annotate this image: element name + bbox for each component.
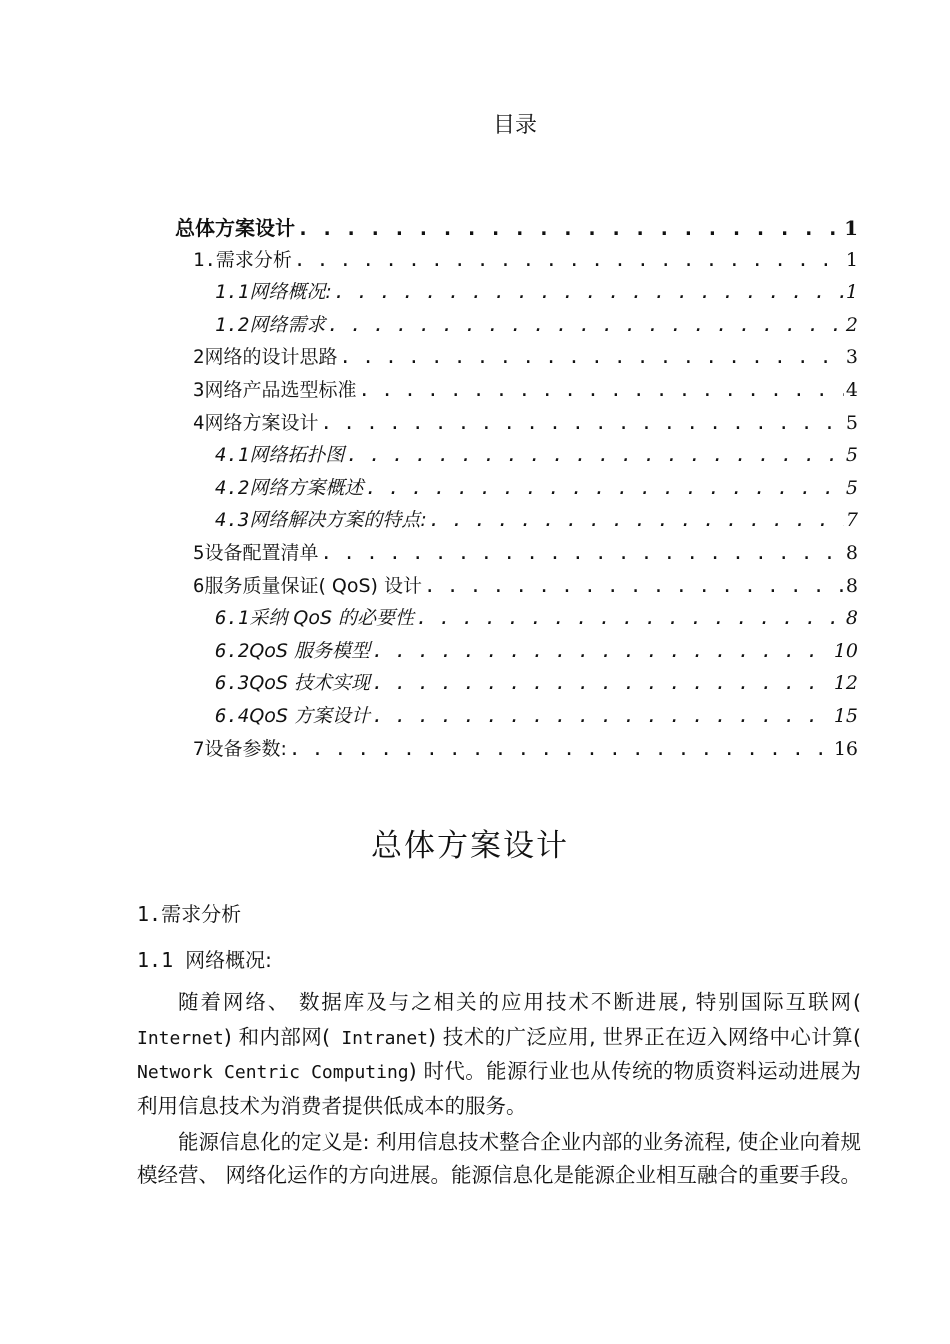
toc-entry-label: 网络方案设计 <box>204 411 319 434</box>
toc-entry-number: 2 <box>193 346 205 369</box>
toc-page-number: 2 <box>845 313 858 336</box>
toc-entry[interactable] <box>215 310 858 343</box>
toc-entry-label: 网络概况: <box>249 281 332 304</box>
toc-leader-dots <box>358 379 843 401</box>
toc-entry-number: 6.4 <box>215 705 250 727</box>
toc-leader-dots <box>424 575 844 597</box>
toc-entry-label: QoS 服务模型 <box>249 639 371 662</box>
toc-page-number: 8 <box>845 607 858 630</box>
toc-entry[interactable] <box>215 440 858 473</box>
toc-entry[interactable] <box>193 245 858 278</box>
toc-page-number: 5 <box>845 476 858 499</box>
section-title: 总体方案设计 <box>371 828 569 864</box>
toc-entry-number: 3 <box>193 379 205 401</box>
toc-entry[interactable] <box>193 375 858 408</box>
toc-entry-number: 4 <box>193 411 205 434</box>
toc-page-number: 5 <box>845 411 858 434</box>
heading-text: 网络概况: <box>185 948 272 972</box>
toc-entry-label: 设备配置清单 <box>204 542 319 564</box>
toc-entry[interactable] <box>193 571 858 604</box>
toc-page-number: 3 <box>845 346 858 369</box>
toc-entry-number: 6 <box>193 574 205 597</box>
toc-page-number: 5 <box>845 444 858 467</box>
toc-entry-number: 1.1 <box>215 281 250 304</box>
text-run: Internet <box>137 1027 224 1049</box>
toc-page-number: 8 <box>845 542 858 564</box>
toc-entry-label: 网络方案概述 <box>249 476 364 499</box>
toc-page-number: 1 <box>845 248 858 271</box>
heading-requirements <box>137 898 241 927</box>
toc-entry-number: 4.1 <box>215 444 250 467</box>
toc-leader-dots <box>339 346 843 368</box>
toc-entry[interactable] <box>215 603 858 636</box>
toc-entry-label: 总体方案设计 <box>175 216 295 240</box>
toc-entry-label: 网络需求 <box>249 313 326 336</box>
toc-entry-label: 网络产品选型标准 <box>204 379 357 401</box>
toc-page-number: 16 <box>833 737 858 760</box>
toc-entry[interactable] <box>193 538 858 571</box>
toc-leader-dots <box>416 607 844 629</box>
toc-entry-number: 4.3 <box>215 509 250 532</box>
text-run: Network Centric Computing <box>137 1062 409 1083</box>
toc-entry-label: 采纳 QoS 的必要性 <box>249 607 415 630</box>
toc-entry-number: 6.1 <box>215 607 250 630</box>
heading-number: 1.1 <box>137 948 186 972</box>
toc-entry-number: 1.2 <box>215 313 250 336</box>
toc-entry[interactable] <box>215 701 858 734</box>
toc-entry-label: 需求分析 <box>215 248 292 271</box>
toc-page-number: 8 <box>845 574 858 597</box>
toc-page-number: 1 <box>844 216 858 240</box>
toc-entry-number: 6.2 <box>215 639 250 662</box>
toc-entry-label: 网络拓扑图 <box>249 444 345 467</box>
toc-leader-dots <box>320 542 843 564</box>
text-run: ) 和内部网( <box>223 1024 331 1049</box>
toc-entry[interactable] <box>193 342 858 375</box>
toc-page-number: 15 <box>833 705 858 727</box>
toc-entry[interactable] <box>193 408 858 441</box>
toc-entry-label: QoS 技术实现 <box>249 672 371 695</box>
toc-leader-dots <box>327 314 844 336</box>
toc-page-number: 1 <box>845 281 858 304</box>
toc-entry-label: 网络解决方案的特点: <box>249 509 427 532</box>
toc-leader-dots <box>289 738 832 760</box>
toc-entry-label: 网络的设计思路 <box>204 346 338 369</box>
toc-entry-number: 7 <box>193 737 205 760</box>
toc-leader-dots <box>372 640 832 662</box>
toc-entry[interactable] <box>215 277 858 310</box>
toc-leader-dots <box>429 509 844 531</box>
toc-leader-dots <box>372 705 832 727</box>
toc-leader-dots <box>297 216 842 240</box>
text-run: Intranet <box>330 1027 429 1049</box>
toc-entry-number: 4.2 <box>215 476 250 499</box>
toc-entry[interactable] <box>215 636 858 669</box>
toc-page-number: 7 <box>845 509 858 532</box>
toc-entry-label: 设备参数: <box>204 737 287 760</box>
toc-entry-number: 5 <box>193 542 205 564</box>
toc-entry[interactable] <box>193 734 858 767</box>
toc-entry[interactable] <box>215 668 858 701</box>
toc-entry[interactable] <box>175 212 858 245</box>
toc-page-number: 4 <box>845 379 858 401</box>
toc-entry-label: 服务质量保证( QoS) 设计 <box>204 574 422 597</box>
paragraph-1 <box>137 986 861 1122</box>
toc-entry-number: 6.3 <box>215 672 250 695</box>
toc-entry[interactable] <box>215 505 858 538</box>
heading-text: 需求分析 <box>161 902 242 926</box>
toc-leader-dots <box>346 444 844 466</box>
toc-entry-number: 1. <box>193 248 216 271</box>
toc-entry[interactable] <box>215 473 858 506</box>
toc-page-number: 10 <box>833 639 858 662</box>
toc-leader-dots <box>294 249 844 271</box>
toc-leader-dots <box>320 412 843 434</box>
paragraph-2: 能源信息化的定义是: 利用信息技术整合企业内部的业务流程, 使企业向着规模经营、 网络化运作的方向进展。能源信息化是能源企业相互融合的重要手段。 <box>137 1130 862 1187</box>
text-run: ) 技术的广泛应用, 世界正在迈入网络中心计算( <box>428 1024 861 1049</box>
toc-leader-dots <box>334 281 844 303</box>
toc-entry-label: QoS 方案设计 <box>249 705 371 727</box>
text-run: 随着网络、 数据库及与之相关的应用技术不断进展, 特别国际互联网( <box>178 990 861 1014</box>
heading-network-overview <box>137 944 272 973</box>
toc-leader-dots <box>372 672 832 694</box>
toc-page-number: 12 <box>833 672 858 695</box>
toc-title: 目录 <box>492 113 537 138</box>
toc-leader-dots <box>365 477 844 499</box>
text-run: ) 时代。能源行业也从传统的物质资料运动进展为利用信息技术为消费者提供低成本的服务。 <box>137 1059 861 1118</box>
heading-number: 1. <box>137 902 162 926</box>
